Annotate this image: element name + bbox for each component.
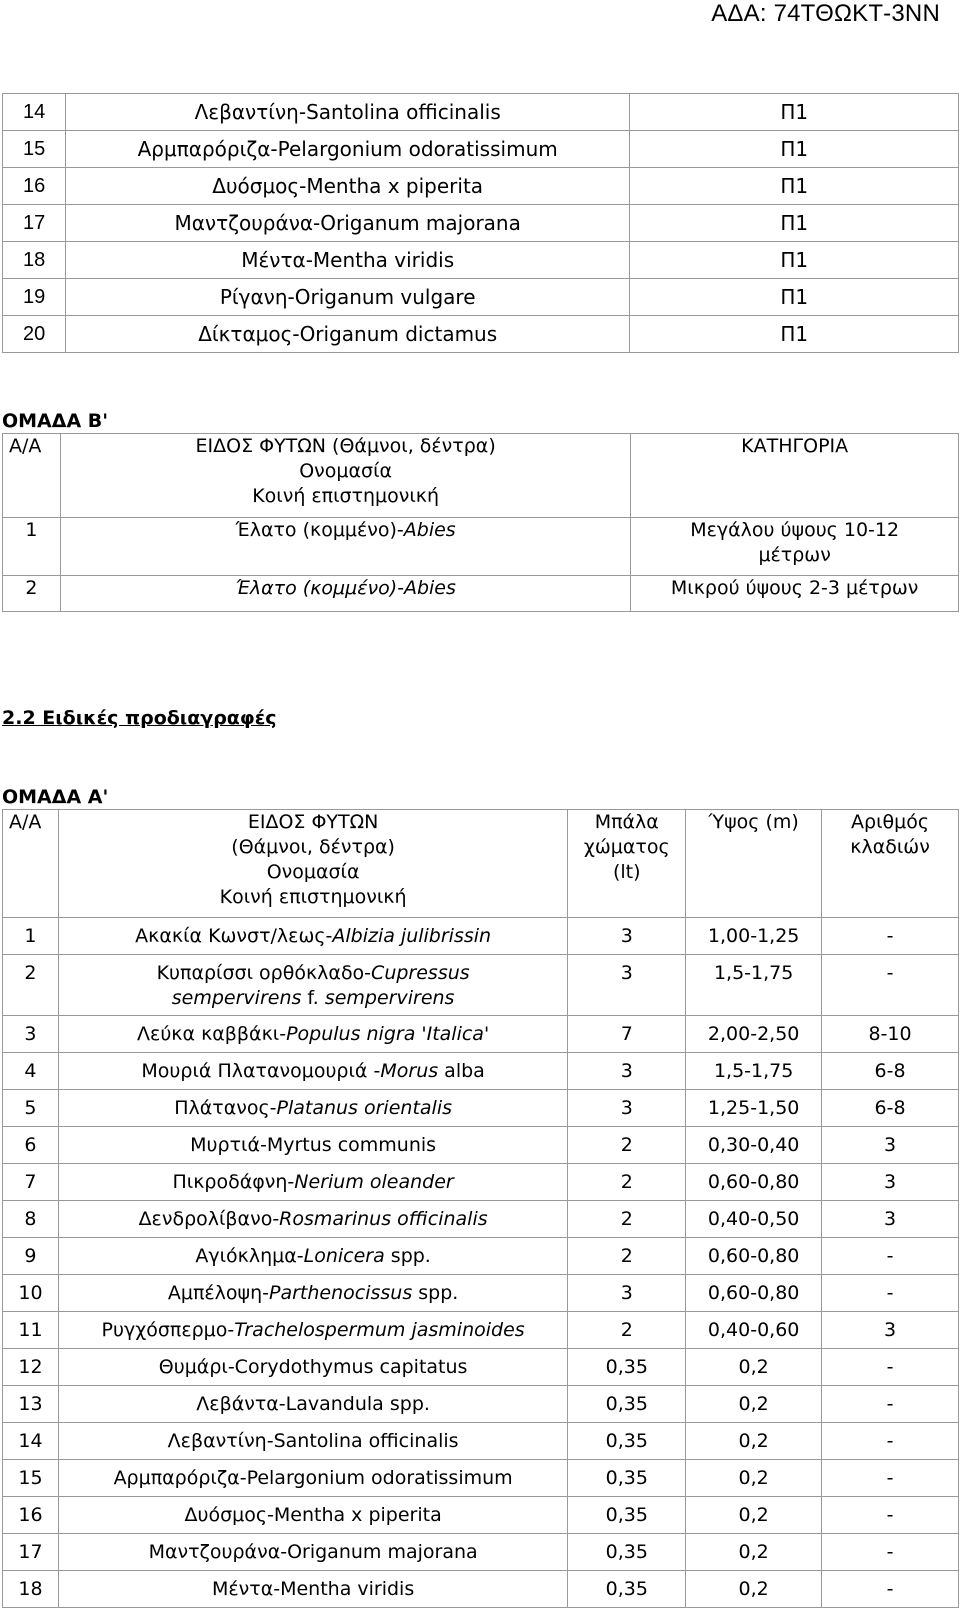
row-scientific-name-3: sempervirens (324, 987, 455, 1009)
header-branches (822, 810, 959, 918)
row-number: 2 (3, 955, 59, 1016)
row-number: 7 (3, 1164, 59, 1201)
row-category: Μικρού ύψους 2-3 μέτρων (631, 576, 959, 612)
row-species (58, 1053, 567, 1090)
table-row (3, 1164, 959, 1201)
header-ball-line3: (lt) (612, 861, 641, 883)
table-row (3, 94, 959, 131)
row-species (58, 1386, 567, 1423)
row-species (58, 1460, 567, 1497)
row-scientific-name: Parthenocissus (269, 1282, 413, 1304)
row-forma: f. (301, 987, 325, 1009)
row-scientific-name: Trachelospermum jasminoides (234, 1319, 525, 1341)
row-branches: - (822, 1571, 959, 1608)
plants-table-continuation (2, 93, 959, 353)
table-row (3, 1312, 959, 1349)
table-row (3, 1127, 959, 1164)
row-ball: 0,35 (568, 1460, 686, 1497)
row-common-name: Λεβαντίνη-Santolina officinalis (167, 1430, 459, 1452)
row-height: 0,60-0,80 (686, 1275, 822, 1312)
row-number: 17 (3, 205, 66, 242)
row-number: 19 (3, 279, 66, 316)
header-branches-line2: κλαδιών (850, 836, 930, 858)
table-row (3, 279, 959, 316)
header-aa: Α/Α (3, 810, 59, 918)
row-species (58, 1423, 567, 1460)
row-species (58, 1164, 567, 1201)
row-category: Π1 (630, 94, 959, 131)
row-number: 18 (3, 242, 66, 279)
row-common-name: Αρμπαρόριζα-Pelargonium odoratissimum (113, 1467, 513, 1489)
row-species (58, 1534, 567, 1571)
row-ball: 7 (568, 1016, 686, 1053)
row-category: Π1 (630, 279, 959, 316)
row-branches: 3 (822, 1201, 959, 1238)
table-row (3, 205, 959, 242)
row-number: 17 (3, 1534, 59, 1571)
row-scientific-name-2: sempervirens (171, 987, 302, 1009)
table-row (3, 1534, 959, 1571)
row-species: Δυόσμος-Mentha x piperita (65, 168, 629, 205)
row-number: 20 (3, 316, 66, 353)
row-name-suffix: spp. (412, 1282, 459, 1304)
row-branches: 8-10 (822, 1016, 959, 1053)
row-scientific-name: Populus nigra 'Italica' (286, 1023, 490, 1045)
row-number: 6 (3, 1127, 59, 1164)
row-species (58, 1571, 567, 1608)
row-name-suffix: spp. (384, 1245, 431, 1267)
table-row (3, 1460, 959, 1497)
row-branches: 3 (822, 1164, 959, 1201)
header-species-line3: Ονομασία (266, 861, 360, 883)
table-row (3, 1275, 959, 1312)
row-ball: 3 (568, 1090, 686, 1127)
row-common-name: Πικροδάφνη- (172, 1171, 295, 1193)
row-number: 15 (3, 1460, 59, 1497)
row-ball: 3 (568, 1053, 686, 1090)
row-number: 11 (3, 1312, 59, 1349)
row-ball: 2 (568, 1312, 686, 1349)
row-height: 0,2 (686, 1534, 822, 1571)
header-species-line2: (Θάμνοι, δέντρα) (231, 836, 395, 858)
row-branches: - (822, 1238, 959, 1275)
row-number: 15 (3, 131, 66, 168)
row-scientific-name: Lonicera (303, 1245, 385, 1267)
row-ball: 2 (568, 1238, 686, 1275)
row-species (60, 576, 630, 612)
table-row (3, 242, 959, 279)
table-row (3, 1349, 959, 1386)
row-number: 9 (3, 1238, 59, 1275)
row-height: 0,30-0,40 (686, 1127, 822, 1164)
row-species: Μαντζουράνα-Origanum majorana (65, 205, 629, 242)
row-species: Λεβαντίνη-Santolina officinalis (65, 94, 629, 131)
table-row (3, 955, 959, 1016)
row-common-name: Μαντζουράνα-Origanum majorana (148, 1541, 478, 1563)
header-species-line3: Κοινή επιστημονική (252, 485, 440, 507)
row-height: 0,2 (686, 1571, 822, 1608)
row-species: Ρίγανη-Origanum vulgare (65, 279, 629, 316)
row-number: 4 (3, 1053, 59, 1090)
header-ball-line1: Μπάλα (594, 811, 659, 833)
row-height: 0,60-0,80 (686, 1164, 822, 1201)
row-common-name: Κυπαρίσσι ορθόκλαδο- (156, 962, 372, 984)
row-ball: 0,35 (568, 1534, 686, 1571)
row-height: 0,2 (686, 1423, 822, 1460)
row-number: 13 (3, 1386, 59, 1423)
group-b-table (2, 433, 959, 612)
row-branches: - (822, 955, 959, 1016)
row-species (58, 1349, 567, 1386)
table-row (3, 1016, 959, 1053)
row-species (58, 1127, 567, 1164)
row-ball: 0,35 (568, 1423, 686, 1460)
row-height: 0,60-0,80 (686, 1238, 822, 1275)
row-species: Αρμπαρόριζα-Pelargonium odoratissimum (65, 131, 629, 168)
row-number: 2 (3, 576, 61, 612)
row-species (58, 955, 567, 1016)
row-common-name: Αμπέλοψη- (167, 1282, 269, 1304)
row-category: Π1 (630, 131, 959, 168)
header-height: Ύψος (m) (686, 810, 822, 918)
row-species (60, 518, 630, 576)
row-ball: 0,35 (568, 1386, 686, 1423)
row-common-name: Θυμάρι-Corydothymus capitatus (158, 1356, 468, 1378)
row-number: 16 (3, 1497, 59, 1534)
row-number: 14 (3, 1423, 59, 1460)
table-row (3, 1090, 959, 1127)
row-number: 5 (3, 1090, 59, 1127)
row-common-name: Δενδρολίβανο- (138, 1208, 280, 1230)
row-species (58, 918, 567, 955)
table-row (3, 1238, 959, 1275)
row-species: Μέντα-Mentha viridis (65, 242, 629, 279)
row-number: 16 (3, 168, 66, 205)
row-number: 14 (3, 94, 66, 131)
group-a-heading: ΟΜΑΔΑ Α' (2, 786, 109, 808)
table-row (3, 1386, 959, 1423)
row-common-name: Ακακία Κωνστ/λεως- (135, 925, 333, 947)
row-number: 1 (3, 918, 59, 955)
row-number: 1 (3, 518, 61, 576)
row-number: 18 (3, 1571, 59, 1608)
table-row (3, 1201, 959, 1238)
row-scientific-name: Abies (403, 519, 456, 541)
row-ball: 2 (568, 1201, 686, 1238)
row-branches: 3 (822, 1127, 959, 1164)
row-height: 1,00-1,25 (686, 918, 822, 955)
row-category: Π1 (630, 168, 959, 205)
row-number: 3 (3, 1016, 59, 1053)
group-a-table (2, 809, 959, 1608)
table-row (3, 168, 959, 205)
row-category: Π1 (630, 242, 959, 279)
row-branches: 6-8 (822, 1090, 959, 1127)
row-scientific-name: Rosmarinus officinalis (279, 1208, 488, 1230)
row-scientific-name: Albizia julibrissin (332, 925, 492, 947)
row-common-name: Έλατο (κομμένο)- (235, 519, 404, 541)
row-name-suffix: alba (438, 1060, 485, 1082)
row-species-name: Έλατο (κομμένο)-Abies (235, 577, 456, 599)
header-species (60, 434, 630, 518)
table-row (3, 918, 959, 955)
row-branches: - (822, 1386, 959, 1423)
row-height: 0,40-0,50 (686, 1201, 822, 1238)
table-row (3, 1571, 959, 1608)
row-common-name: Μέντα-Mentha viridis (211, 1578, 415, 1600)
row-ball: 3 (568, 918, 686, 955)
row-branches: 6-8 (822, 1053, 959, 1090)
row-height: 0,2 (686, 1349, 822, 1386)
row-number: 12 (3, 1349, 59, 1386)
row-branches: - (822, 1275, 959, 1312)
row-common-name: Πλάτανος- (174, 1097, 277, 1119)
row-height: 0,2 (686, 1497, 822, 1534)
row-ball: 2 (568, 1127, 686, 1164)
row-height: 1,5-1,75 (686, 1053, 822, 1090)
row-common-name: Αγιόκλημα- (195, 1245, 304, 1267)
table-row (3, 316, 959, 353)
row-height: 0,2 (686, 1460, 822, 1497)
row-scientific-name: Platanus orientalis (276, 1097, 452, 1119)
header-species-line2: Ονομασία (299, 460, 393, 482)
row-category-line1: Μεγάλου ύψους 10-12 (690, 519, 900, 541)
row-species: Δίκταμος-Origanum dictamus (65, 316, 629, 353)
special-specifications-heading: 2.2 Ειδικές προδιαγραφές (2, 707, 277, 729)
header-species (58, 810, 567, 918)
row-species (58, 1275, 567, 1312)
header-ball (568, 810, 686, 918)
row-height: 1,5-1,75 (686, 955, 822, 1016)
row-common-name: Λεβάντα-Lavandula spp. (196, 1393, 430, 1415)
table-row (3, 1497, 959, 1534)
row-height: 1,25-1,50 (686, 1090, 822, 1127)
row-common-name: Ρυγχόσπερμο- (101, 1319, 235, 1341)
row-species (58, 1497, 567, 1534)
row-category: Π1 (630, 316, 959, 353)
row-scientific-name: Morus (380, 1060, 439, 1082)
row-height: 0,40-0,60 (686, 1312, 822, 1349)
header-species-line1: ΕΙΔΟΣ ΦΥΤΩΝ (Θάμνοι, δέντρα) (195, 435, 496, 457)
row-height: 0,2 (686, 1386, 822, 1423)
row-branches: - (822, 918, 959, 955)
table-row (3, 1423, 959, 1460)
table-row (3, 1053, 959, 1090)
row-common-name: Δυόσμος-Mentha x piperita (184, 1504, 442, 1526)
row-ball: 3 (568, 955, 686, 1016)
row-category-line2: μέτρων (758, 544, 831, 566)
row-common-name: Λεύκα καββάκι- (137, 1023, 287, 1045)
row-species (58, 1201, 567, 1238)
row-species (58, 1090, 567, 1127)
group-b-heading: ΟΜΑΔΑ Β' (2, 410, 109, 432)
row-species (58, 1016, 567, 1053)
row-branches: - (822, 1497, 959, 1534)
table-row (3, 131, 959, 168)
row-branches: - (822, 1349, 959, 1386)
row-species (58, 1238, 567, 1275)
header-species-line1: ΕΙΔΟΣ ΦΥΤΩΝ (247, 811, 379, 833)
row-category (631, 518, 959, 576)
header-species-line4: Κοινή επιστημονική (219, 886, 407, 908)
row-branches: - (822, 1534, 959, 1571)
row-ball: 0,35 (568, 1571, 686, 1608)
row-common-name: Μυρτιά-Myrtus communis (190, 1134, 437, 1156)
row-number: 8 (3, 1201, 59, 1238)
header-branches-line1: Αριθμός (851, 811, 930, 833)
row-species (58, 1312, 567, 1349)
header-category: ΚΑΤΗΓΟΡΙΑ (631, 434, 959, 518)
row-branches: 3 (822, 1312, 959, 1349)
row-scientific-name: Nerium oleander (294, 1171, 454, 1193)
row-scientific-name: Cupressus (371, 962, 470, 984)
row-ball: 0,35 (568, 1349, 686, 1386)
row-branches: - (822, 1460, 959, 1497)
row-ball: 0,35 (568, 1497, 686, 1534)
row-ball: 3 (568, 1275, 686, 1312)
row-category: Π1 (630, 205, 959, 242)
row-height: 2,00-2,50 (686, 1016, 822, 1053)
ada-code: ΑΔΑ: 74ΤΘΩΚΤ-3ΝΝ (711, 0, 940, 27)
header-aa: Α/Α (3, 434, 61, 518)
row-ball: 2 (568, 1164, 686, 1201)
row-common-name: Μουριά Πλατανομουριά - (141, 1060, 381, 1082)
row-number: 10 (3, 1275, 59, 1312)
header-ball-line2: χώματος (583, 836, 670, 858)
row-branches: - (822, 1423, 959, 1460)
